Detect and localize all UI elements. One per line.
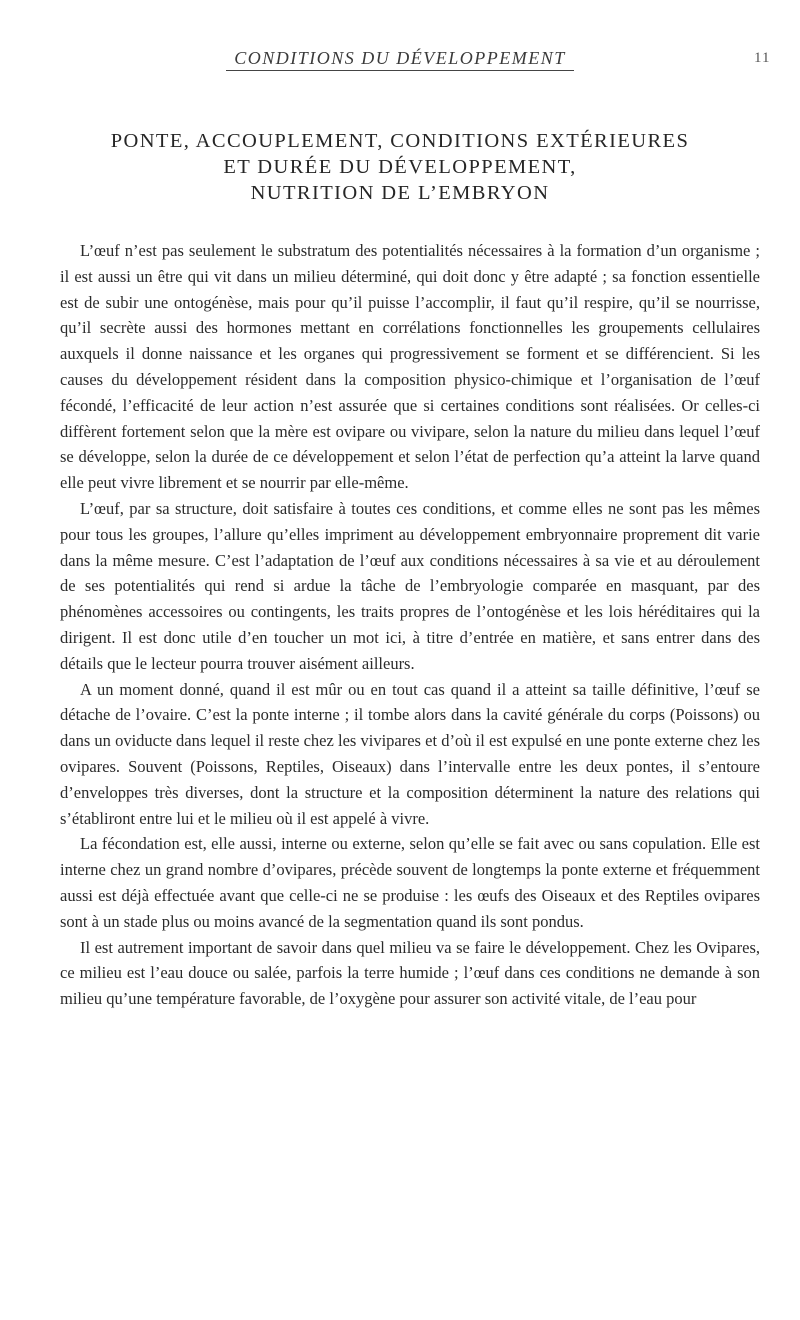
page-number: 11: [754, 50, 771, 66]
body-text: [60, 238, 760, 1012]
paragraph-2: L’œuf, par sa structure, doit satisfaire à toutes ces conditions, et comme elles ne sont pas les mêmes pour tous les groupes, l’allure qu’elles impriment au développement embryonnaire proprement dit varie dans la même mesure. C’est l’adaptation de l’œuf aux conditions nécessaires à sa vie et au déroulement de ses potentialités qui rend si ardue la tâche de l’embryologie comparée en masquant, par des phénomènes accessoires ou contingents, les traits propres de l’ontogénèse et les lois héréditaires qui la dirigent. Il est donc utile d’en toucher un mot ici, à titre d’entrée en matière, et sans entrer dans des détails que le lecteur pourra trouver aisément ailleurs.: [60, 498, 760, 673]
paragraph-5: Il est autrement important de savoir dans quel milieu va se faire le développement. Chez les Ovipares, ce milieu est l’eau douce ou salée, parfois la terre humide ; l’œuf dans ces conditions ne demande à son milieu qu’une température favorable, de l’oxygène pour assurer son activité vitale, de l’eau pour: [60, 937, 760, 1009]
chapter-title-line-1: PONTE, ACCOUPLEMENT, CONDITIONS EXTÉRIEURES: [110, 130, 690, 152]
paragraph-4: La fécondation est, elle aussi, interne ou externe, selon qu’elle se fait avec ou sans copulation. Elle est interne chez un grand nombre d’ovipares, précède souvent de longtemps la ponte externe et fréquemment aussi est déjà effectuée avant que celle-ci ne se produise : les œufs des Oiseaux et des Reptiles ovipares sont à un stade plus ou moins avancé de la segmentation quand ils sont pondus.: [60, 834, 760, 931]
running-head-rule: [226, 70, 574, 71]
running-head: CONDITIONS DU DÉVELOPPEMENT: [234, 48, 566, 68]
paragraph-3: A un moment donné, quand il est mûr ou en tout cas quand il a atteint sa taille définitive, l’œuf se détache de l’ovaire. C’est la ponte interne ; il tombe alors dans la cavité générale du corps (Poissons) ou dans un oviducte dans lequel il reste chez les vivipares et d’où il est expulsé en une ponte externe chez les ovipares. Souvent (Poissons, Reptiles, Oiseaux) dans l’intervalle entre les deux pontes, il s’entoure d’enveloppes très diverses, dont la structure et la composition déterminent la nature des relations qui s’établiront entre lui et le milieu où il est appelé à vivre.: [60, 679, 760, 828]
chapter-title-line-3: NUTRITION DE L’EMBRYON: [250, 182, 550, 204]
paragraph-1: L’œuf n’est pas seulement le substratum des potentialités nécessaires à la formation d’un organisme ; il est aussi un être qui vit dans un milieu déterminé, qui doit donc y être adapté ; sa fonction essentielle est de subir une ontogénèse, mais pour qu’il puisse l’accomplir, il faut qu’il respire, qu’il se nourrisse, qu’il secrète aussi des hormones mettant en corrélations fonctionnelles les groupements cellulaires auxquels il donne naissance et les organes qui progressivement se forment et se différencient. Si les causes du développement résident dans la composition physico-chimique et l’organisation de l’œuf fécondé, l’efficacité de leur action n’est assurée que si certaines conditions sont réalisées. Or celles-ci diffèrent fortement selon que la mère est ovipare ou vivipare, selon la nature du milieu dans lequel l’œuf se développe, selon la durée de ce développement et selon l’état de perfection qu’a atteint la larve quand elle peut vivre librement et se nourrir par elle-même.: [60, 241, 760, 493]
chapter-title-line-2: ET DURÉE DU DÉVELOPPEMENT,: [223, 156, 577, 178]
chapter-title: [60, 128, 740, 206]
